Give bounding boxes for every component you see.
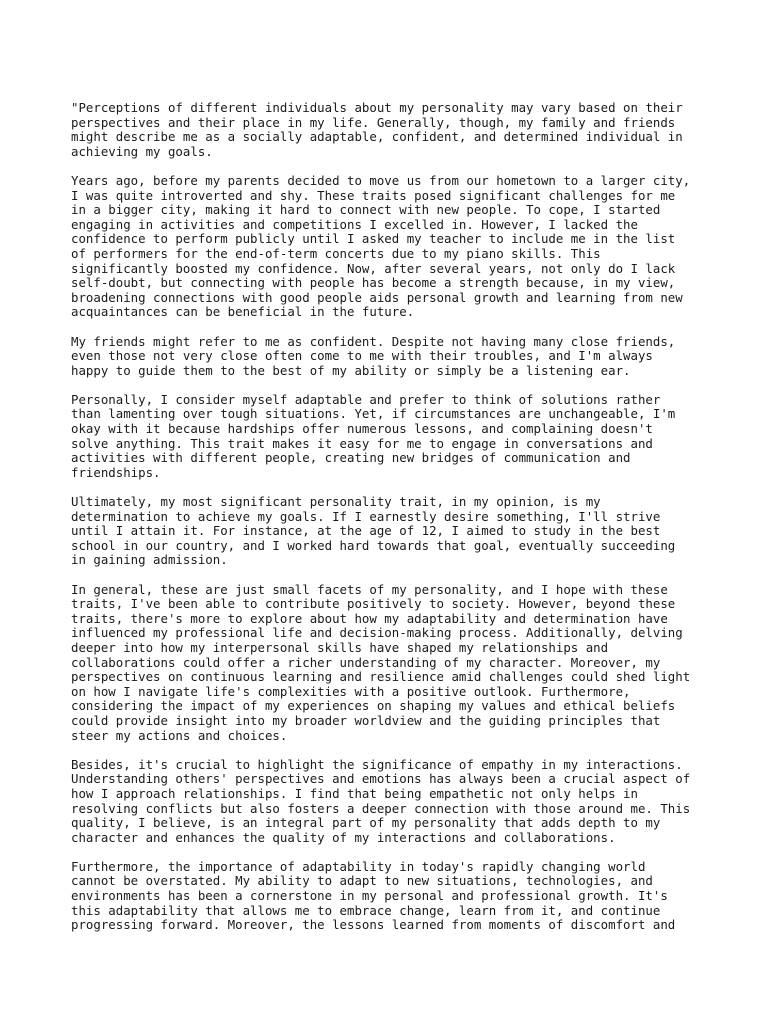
paragraph-1: "Perceptions of different individuals about my personality may vary based on their perspectives and their place in my life. Generally, though, my family and friends might describe me as a socially adaptable, confident, and determined individual in achieving my goals. <box>71 100 683 159</box>
paragraph-2: Years ago, before my parents decided to move us from our hometown to a larger city, I was quite introverted and shy. These traits posed significant challenges for me in a bigger city, making it hard to connect with new people. To cope, I started engaging in activities and competitions I excelled in. However, I lacked the confidence to perform publicly until I asked my teacher to include me in the list of performers for the end-of-term concerts due to my piano skills. This significantly boosted my confidence. Now, after several years, not only do I lack self-doubt, but connecting with people has become a strength because, in my view, broadening connections with good people aids personal growth and learning from new acquaintances can be beneficial in the future. <box>71 172 691 320</box>
paragraph-4: Personally, I consider myself adaptable and prefer to think of solutions rather than lamenting over tough situations. Yet, if circumstances are unchangeable, I'm okay with it because hardships offer numerous lessons, and complaining doesn't solve anything. This trait makes it easy for me to engage in conversations and activities with different people, creating new bridges of communication and friendships. <box>71 391 676 480</box>
paragraph-8: Furthermore, the importance of adaptability in today's rapidly changing world cannot be overstated. My ability to adapt to new situations, technologies, and environments has been a cornerstone in my personal and professional growth. It's this adaptability that allows me to embrace change, learn from it, and continue progressing forward. Moreover, the lessons learned from moments of discomfort and <box>71 858 676 933</box>
paragraph-7: Besides, it's crucial to highlight the significance of empathy in my interactions. Understanding others' perspectives and emotions has always been a crucial aspect of how I approach relationships. I find that being empathetic not only helps in resolving conflicts but also fosters a deeper connection with those around me. This quality, I believe, is an integral part of my personality that adds depth to my character and enhances the quality of my interactions and collaborations. <box>71 756 691 845</box>
document-page <box>71 101 711 947</box>
paragraph-6: In general, these are just small facets of my personality, and I hope with these traits, I've been able to contribute positively to society. However, beyond these traits, there's more to explore about how my adaptability and determination have influenced my professional life and decision-making process. Additionally, delving deeper into how my interpersonal skills have shaped my relationships and collaborations could offer a richer understanding of my character. Moreover, my perspectives on continuous learning and resilience amid challenges could shed light on how I navigate life's complexities with a positive outlook. Furthermore, considering the impact of my experiences on shaping my values and ethical beliefs could provide insight into my broader worldview and the guiding principles that steer my actions and choices. <box>71 581 691 743</box>
paragraph-5: Ultimately, my most significant personality trait, in my opinion, is my determination to achieve my goals. If I earnestly desire something, I'll strive until I attain it. For instance, at the age of 12, I aimed to study in the best school in our country, and I worked hard towards that goal, eventually succeeding in gaining admission. <box>71 494 676 568</box>
paragraph-3: My friends might refer to me as confident. Despite not having many close friends, even those not very close often come to me with their troubles, and I'm always happy to guide them to the best of my ability or simply be a listening ear. <box>71 333 676 378</box>
